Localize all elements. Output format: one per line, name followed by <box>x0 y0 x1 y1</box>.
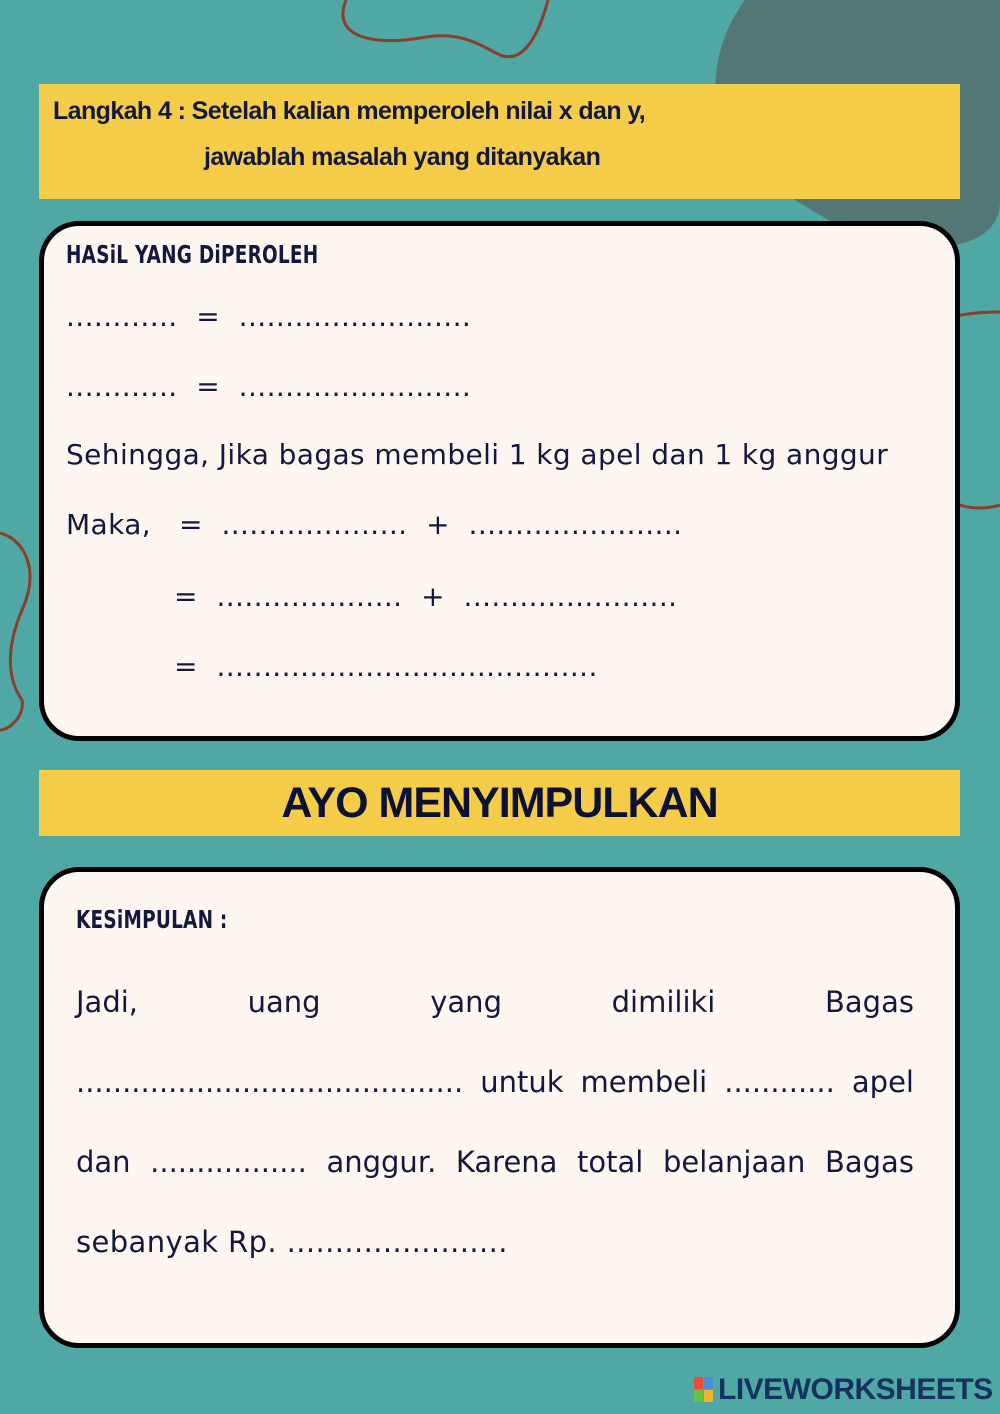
word: dan <box>76 1145 131 1179</box>
result-line-1: ............ = ......................... <box>66 300 472 333</box>
conclusion-card <box>39 867 960 1348</box>
conclusion-row-3 <box>76 1145 914 1179</box>
left-squiggle <box>0 533 30 730</box>
conclusion-heading: KESiMPULAN : <box>76 905 228 934</box>
result-sentence: Sehingga, Jika bagas membeli 1 kg apel dan 1 kg anggur <box>66 438 889 471</box>
conclusion-row-2 <box>76 1065 914 1099</box>
step-title-line2: jawablah masalah yang ditanyakan <box>204 143 601 171</box>
result-line-2: ............ = ......................... <box>66 370 472 403</box>
liveworksheets-logo[interactable] <box>694 1373 993 1407</box>
word: membeli <box>580 1065 708 1099</box>
brand-name: LIVEWORKSHEETS <box>718 1373 993 1406</box>
word: total <box>577 1145 644 1179</box>
top-squiggle <box>343 0 548 57</box>
word: Karena <box>455 1145 558 1179</box>
blank: ............ <box>724 1065 835 1099</box>
liveworksheets-icon <box>694 1377 714 1403</box>
word: Jadi, <box>76 985 139 1019</box>
result-heading: HASiL YANG DiPEROLEH <box>66 240 319 269</box>
word: Bagas <box>824 1145 914 1179</box>
word: belanjaan <box>662 1145 806 1179</box>
blank: ................. <box>150 1145 307 1179</box>
word: apel <box>851 1065 914 1099</box>
conclusion-title: AYO MENYIMPULKAN <box>281 779 718 827</box>
word: Bagas <box>825 985 914 1019</box>
word: untuk <box>480 1065 564 1099</box>
result-sum-line: = .................... + ....................... <box>174 580 678 613</box>
result-total-line: = ......................................... <box>174 650 598 683</box>
conclusion-row-4: sebanyak Rp. ....................... <box>76 1225 508 1259</box>
blank: .......................................... <box>76 1065 464 1099</box>
word: yang <box>430 985 502 1019</box>
word: anggur. <box>326 1145 437 1179</box>
step-title-line1: Langkah 4 : Setelah kalian memperoleh nilai x dan y, <box>53 97 646 125</box>
word: uang <box>247 985 321 1019</box>
result-maka-line: Maka, = .................... + ....................... <box>66 508 683 541</box>
conclusion-row-1 <box>76 985 914 1019</box>
word: dimiliki <box>611 985 716 1019</box>
